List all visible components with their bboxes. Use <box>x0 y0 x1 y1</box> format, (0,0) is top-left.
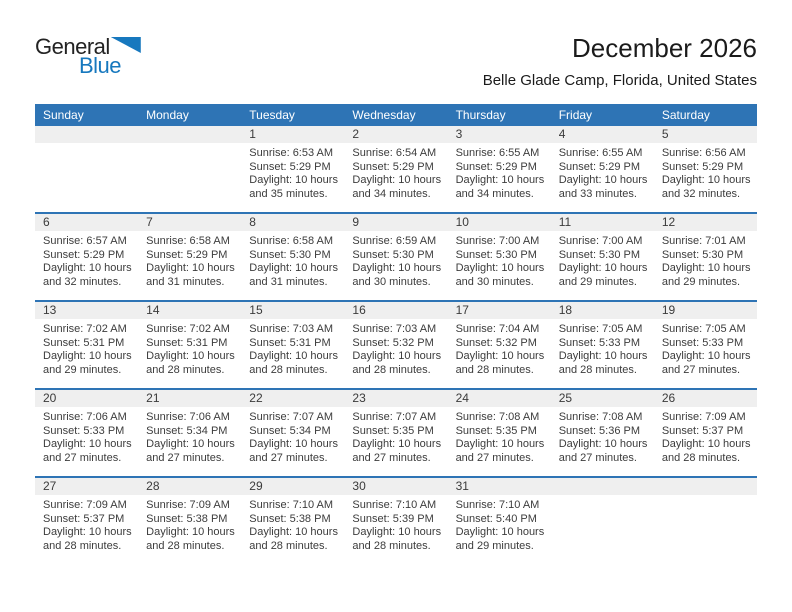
day-cell-body <box>448 231 551 289</box>
day-cell-13 <box>35 302 138 388</box>
day-number: 23 <box>344 390 447 407</box>
day-number: 16 <box>344 302 447 319</box>
daylight-text: Daylight: 10 hours <box>249 174 338 186</box>
daylight-text-continued: and 27 minutes. <box>249 451 328 464</box>
daylight-text: Daylight: 10 hours <box>661 350 751 362</box>
day-number: 27 <box>35 478 138 495</box>
day-number: 4 <box>551 126 654 143</box>
day-number: 8 <box>241 214 344 231</box>
day-cell-19 <box>654 302 757 388</box>
sunset-text: Sunset: 5:31 PM <box>249 336 331 349</box>
day-cell-body <box>448 495 551 553</box>
daylight-text-continued: and 34 minutes. <box>352 187 431 200</box>
sunset-text: Sunset: 5:30 PM <box>249 248 331 261</box>
day-cell-body <box>448 319 551 377</box>
day-number: 12 <box>654 214 757 231</box>
sunrise-text: Sunrise: 6:54 AM <box>352 147 437 159</box>
sunset-text: Sunset: 5:29 PM <box>352 160 434 173</box>
sunset-text: Sunset: 5:40 PM <box>455 512 537 525</box>
day-number: 14 <box>138 302 241 319</box>
daylight-text-continued: and 27 minutes. <box>352 451 431 464</box>
day-cell-11 <box>551 214 654 300</box>
day-number <box>35 126 138 143</box>
day-cell-body <box>35 231 138 289</box>
day-cell-body <box>448 407 551 465</box>
sunrise-text: Sunrise: 7:10 AM <box>249 499 334 511</box>
day-cell-30 <box>344 478 447 564</box>
day-cell-31 <box>448 478 551 564</box>
day-cell-body <box>448 143 551 201</box>
daylight-text: Daylight: 10 hours <box>352 174 442 186</box>
day-number: 22 <box>241 390 344 407</box>
sunrise-text: Sunrise: 7:10 AM <box>352 499 437 511</box>
daylight-text-continued: and 28 minutes. <box>146 539 225 552</box>
day-number: 2 <box>344 126 447 143</box>
day-cell-body <box>654 407 757 465</box>
day-cell-22 <box>241 390 344 476</box>
sunrise-text: Sunrise: 7:03 AM <box>249 323 334 335</box>
week-row <box>35 212 757 300</box>
day-cell-6 <box>35 214 138 300</box>
day-number <box>654 478 757 495</box>
day-cell-empty <box>654 478 757 564</box>
page-subtitle: Belle Glade Camp, Florida, United States <box>482 72 757 89</box>
weekday-header-row <box>35 104 757 126</box>
sunrise-text: Sunrise: 7:09 AM <box>146 499 230 511</box>
sunrise-text: Sunrise: 7:05 AM <box>661 323 746 335</box>
daylight-text: Daylight: 10 hours <box>558 262 648 274</box>
sunrise-text: Sunrise: 7:05 AM <box>558 323 643 335</box>
daylight-text: Daylight: 10 hours <box>249 526 338 538</box>
day-number: 18 <box>551 302 654 319</box>
day-cell-8 <box>241 214 344 300</box>
daylight-text-continued: and 28 minutes. <box>558 363 637 376</box>
day-cell-body <box>344 319 447 377</box>
sunset-text: Sunset: 5:33 PM <box>558 336 641 349</box>
day-cell-17 <box>448 302 551 388</box>
day-cell-body <box>35 495 138 553</box>
sunset-text: Sunset: 5:32 PM <box>352 336 434 349</box>
daylight-text: Daylight: 10 hours <box>43 350 132 362</box>
daylight-text: Daylight: 10 hours <box>43 438 132 450</box>
sunrise-text: Sunrise: 7:08 AM <box>455 411 540 423</box>
sunrise-text: Sunrise: 7:09 AM <box>661 411 746 423</box>
sunset-text: Sunset: 5:37 PM <box>661 424 744 437</box>
daylight-text: Daylight: 10 hours <box>146 526 235 538</box>
day-number: 26 <box>654 390 757 407</box>
daylight-text: Daylight: 10 hours <box>558 438 648 450</box>
day-cell-body <box>344 143 447 201</box>
daylight-text-continued: and 28 minutes. <box>661 451 741 464</box>
logo-text-general: General <box>35 34 110 59</box>
weekday-header-friday: Friday <box>558 108 593 122</box>
sunset-text: Sunset: 5:29 PM <box>558 160 641 173</box>
day-cell-body <box>35 407 138 465</box>
day-number: 13 <box>35 302 138 319</box>
sunrise-text: Sunrise: 6:57 AM <box>43 235 127 247</box>
day-cell-21 <box>138 390 241 476</box>
logo-triangle-icon <box>111 37 141 53</box>
daylight-text-continued: and 27 minutes. <box>661 363 741 376</box>
day-number: 19 <box>654 302 757 319</box>
day-cell-body <box>654 319 757 377</box>
weekday-header-monday: Monday <box>146 108 189 122</box>
daylight-text: Daylight: 10 hours <box>352 526 442 538</box>
day-cell-body <box>344 231 447 289</box>
day-cell-5 <box>654 126 757 212</box>
sunrise-text: Sunrise: 7:08 AM <box>558 411 643 423</box>
day-number: 24 <box>448 390 551 407</box>
weekday-header-thursday: Thursday <box>455 108 506 122</box>
day-cell-12 <box>654 214 757 300</box>
day-cell-20 <box>35 390 138 476</box>
general-blue-logo <box>35 34 141 79</box>
sunset-text: Sunset: 5:30 PM <box>558 248 641 261</box>
daylight-text-continued: and 30 minutes. <box>352 275 431 288</box>
day-cell-body <box>241 231 344 289</box>
day-number: 6 <box>35 214 138 231</box>
sunset-text: Sunset: 5:35 PM <box>455 424 537 437</box>
sunrise-text: Sunrise: 6:58 AM <box>249 235 334 247</box>
sunrise-text: Sunrise: 7:01 AM <box>661 235 746 247</box>
sunset-text: Sunset: 5:30 PM <box>661 248 744 261</box>
sunrise-text: Sunrise: 6:56 AM <box>661 147 746 159</box>
day-cell-7 <box>138 214 241 300</box>
daylight-text-continued: and 28 minutes. <box>146 363 225 376</box>
title-block <box>483 33 757 89</box>
daylight-text-continued: and 33 minutes. <box>558 187 637 200</box>
day-cell-28 <box>138 478 241 564</box>
day-cell-15 <box>241 302 344 388</box>
calendar-weeks <box>35 126 757 564</box>
sunrise-text: Sunrise: 7:07 AM <box>249 411 334 423</box>
daylight-text: Daylight: 10 hours <box>146 438 235 450</box>
daylight-text: Daylight: 10 hours <box>249 262 338 274</box>
sunset-text: Sunset: 5:36 PM <box>558 424 641 437</box>
sunset-text: Sunset: 5:29 PM <box>146 248 228 261</box>
day-cell-body <box>138 495 241 553</box>
week-row <box>35 388 757 476</box>
sunrise-text: Sunrise: 7:07 AM <box>352 411 437 423</box>
week-row <box>35 300 757 388</box>
sunrise-text: Sunrise: 7:04 AM <box>455 323 540 335</box>
day-cell-empty <box>551 478 654 564</box>
day-cell-empty <box>138 126 241 212</box>
day-number: 21 <box>138 390 241 407</box>
daylight-text-continued: and 28 minutes. <box>249 363 328 376</box>
sunrise-text: Sunrise: 7:02 AM <box>146 323 230 335</box>
sunset-text: Sunset: 5:37 PM <box>43 512 125 525</box>
day-cell-body <box>344 495 447 553</box>
sunrise-text: Sunrise: 6:59 AM <box>352 235 437 247</box>
day-number <box>551 478 654 495</box>
daylight-text-continued: and 28 minutes. <box>43 539 122 552</box>
daylight-text-continued: and 29 minutes. <box>455 539 534 552</box>
sunset-text: Sunset: 5:33 PM <box>661 336 744 349</box>
day-cell-2 <box>344 126 447 212</box>
sunrise-text: Sunrise: 7:03 AM <box>352 323 437 335</box>
weekday-header-sunday: Sunday <box>43 108 84 122</box>
day-cell-body <box>138 231 241 289</box>
daylight-text: Daylight: 10 hours <box>43 262 132 274</box>
daylight-text: Daylight: 10 hours <box>43 526 132 538</box>
day-number: 31 <box>448 478 551 495</box>
sunset-text: Sunset: 5:30 PM <box>352 248 434 261</box>
sunset-text: Sunset: 5:32 PM <box>455 336 537 349</box>
sunrise-text: Sunrise: 7:10 AM <box>455 499 540 511</box>
week-row <box>35 126 757 212</box>
daylight-text: Daylight: 10 hours <box>455 262 545 274</box>
sunset-text: Sunset: 5:30 PM <box>455 248 537 261</box>
sunset-text: Sunset: 5:33 PM <box>43 424 125 437</box>
daylight-text-continued: and 28 minutes. <box>249 539 328 552</box>
day-cell-23 <box>344 390 447 476</box>
sunset-text: Sunset: 5:31 PM <box>43 336 125 349</box>
daylight-text: Daylight: 10 hours <box>661 262 751 274</box>
day-number: 11 <box>551 214 654 231</box>
weekday-header-tuesday: Tuesday <box>249 108 295 122</box>
day-cell-body <box>241 495 344 553</box>
day-cell-body <box>241 319 344 377</box>
day-number: 5 <box>654 126 757 143</box>
daylight-text-continued: and 31 minutes. <box>249 275 328 288</box>
day-number: 28 <box>138 478 241 495</box>
sunset-text: Sunset: 5:31 PM <box>146 336 228 349</box>
daylight-text: Daylight: 10 hours <box>455 350 545 362</box>
daylight-text: Daylight: 10 hours <box>558 174 648 186</box>
daylight-text: Daylight: 10 hours <box>146 350 235 362</box>
sunrise-text: Sunrise: 7:06 AM <box>43 411 127 423</box>
day-cell-body <box>138 319 241 377</box>
day-cell-body <box>551 231 654 289</box>
day-cell-body <box>551 143 654 201</box>
day-cell-16 <box>344 302 447 388</box>
sunrise-text: Sunrise: 6:53 AM <box>249 147 334 159</box>
daylight-text-continued: and 32 minutes. <box>43 275 122 288</box>
day-cell-18 <box>551 302 654 388</box>
sunset-text: Sunset: 5:29 PM <box>249 160 331 173</box>
day-cell-24 <box>448 390 551 476</box>
sunset-text: Sunset: 5:35 PM <box>352 424 434 437</box>
day-number <box>138 126 241 143</box>
weekday-header-wednesday: Wednesday <box>352 108 416 122</box>
daylight-text: Daylight: 10 hours <box>455 526 545 538</box>
day-cell-body <box>241 143 344 201</box>
week-row <box>35 476 757 564</box>
sunrise-text: Sunrise: 7:00 AM <box>455 235 540 247</box>
daylight-text-continued: and 32 minutes. <box>661 187 741 200</box>
daylight-text-continued: and 29 minutes. <box>558 275 637 288</box>
day-cell-4 <box>551 126 654 212</box>
day-cell-25 <box>551 390 654 476</box>
daylight-text: Daylight: 10 hours <box>146 262 235 274</box>
daylight-text: Daylight: 10 hours <box>352 438 442 450</box>
daylight-text: Daylight: 10 hours <box>455 438 545 450</box>
day-number: 9 <box>344 214 447 231</box>
daylight-text: Daylight: 10 hours <box>352 350 442 362</box>
calendar-table <box>35 104 757 564</box>
day-number: 1 <box>241 126 344 143</box>
day-cell-14 <box>138 302 241 388</box>
day-cell-body <box>344 407 447 465</box>
sunset-text: Sunset: 5:39 PM <box>352 512 434 525</box>
daylight-text: Daylight: 10 hours <box>661 438 751 450</box>
day-cell-body <box>35 319 138 377</box>
sunrise-text: Sunrise: 7:06 AM <box>146 411 230 423</box>
sunrise-text: Sunrise: 7:09 AM <box>43 499 127 511</box>
daylight-text: Daylight: 10 hours <box>352 262 442 274</box>
day-cell-body <box>654 231 757 289</box>
page-title: December 2026 <box>572 33 757 63</box>
sunset-text: Sunset: 5:29 PM <box>455 160 537 173</box>
day-number: 7 <box>138 214 241 231</box>
sunrise-text: Sunrise: 7:00 AM <box>558 235 643 247</box>
weekday-header-saturday: Saturday <box>661 108 710 122</box>
daylight-text-continued: and 30 minutes. <box>455 275 534 288</box>
day-cell-3 <box>448 126 551 212</box>
day-cell-body <box>241 407 344 465</box>
day-cell-9 <box>344 214 447 300</box>
day-number: 20 <box>35 390 138 407</box>
day-cell-body <box>551 319 654 377</box>
daylight-text-continued: and 27 minutes. <box>146 451 225 464</box>
daylight-text: Daylight: 10 hours <box>249 350 338 362</box>
sunset-text: Sunset: 5:29 PM <box>661 160 744 173</box>
day-cell-empty <box>35 126 138 212</box>
day-cell-29 <box>241 478 344 564</box>
day-number: 15 <box>241 302 344 319</box>
day-cell-1 <box>241 126 344 212</box>
daylight-text-continued: and 28 minutes. <box>352 539 431 552</box>
daylight-text: Daylight: 10 hours <box>558 350 648 362</box>
sunrise-text: Sunrise: 6:55 AM <box>558 147 643 159</box>
day-cell-26 <box>654 390 757 476</box>
daylight-text: Daylight: 10 hours <box>455 174 545 186</box>
sunset-text: Sunset: 5:34 PM <box>249 424 331 437</box>
daylight-text-continued: and 27 minutes. <box>558 451 637 464</box>
sunset-text: Sunset: 5:38 PM <box>146 512 228 525</box>
sunrise-text: Sunrise: 6:55 AM <box>455 147 540 159</box>
day-number: 29 <box>241 478 344 495</box>
day-number: 30 <box>344 478 447 495</box>
daylight-text-continued: and 29 minutes. <box>43 363 122 376</box>
day-number: 25 <box>551 390 654 407</box>
daylight-text-continued: and 28 minutes. <box>352 363 431 376</box>
day-number: 10 <box>448 214 551 231</box>
day-number: 3 <box>448 126 551 143</box>
sunset-text: Sunset: 5:38 PM <box>249 512 331 525</box>
daylight-text-continued: and 27 minutes. <box>455 451 534 464</box>
daylight-text-continued: and 34 minutes. <box>455 187 534 200</box>
sunrise-text: Sunrise: 7:02 AM <box>43 323 127 335</box>
logo-text-blue: Blue <box>79 53 122 78</box>
daylight-text-continued: and 28 minutes. <box>455 363 534 376</box>
day-cell-27 <box>35 478 138 564</box>
day-cell-body <box>138 407 241 465</box>
day-number: 17 <box>448 302 551 319</box>
day-cell-body <box>551 407 654 465</box>
sunset-text: Sunset: 5:29 PM <box>43 248 125 261</box>
daylight-text-continued: and 29 minutes. <box>661 275 741 288</box>
sunset-text: Sunset: 5:34 PM <box>146 424 228 437</box>
daylight-text: Daylight: 10 hours <box>661 174 751 186</box>
day-cell-10 <box>448 214 551 300</box>
daylight-text: Daylight: 10 hours <box>249 438 338 450</box>
day-cell-body <box>654 143 757 201</box>
daylight-text-continued: and 31 minutes. <box>146 275 225 288</box>
sunrise-text: Sunrise: 6:58 AM <box>146 235 230 247</box>
daylight-text-continued: and 27 minutes. <box>43 451 122 464</box>
daylight-text-continued: and 35 minutes. <box>249 187 328 200</box>
